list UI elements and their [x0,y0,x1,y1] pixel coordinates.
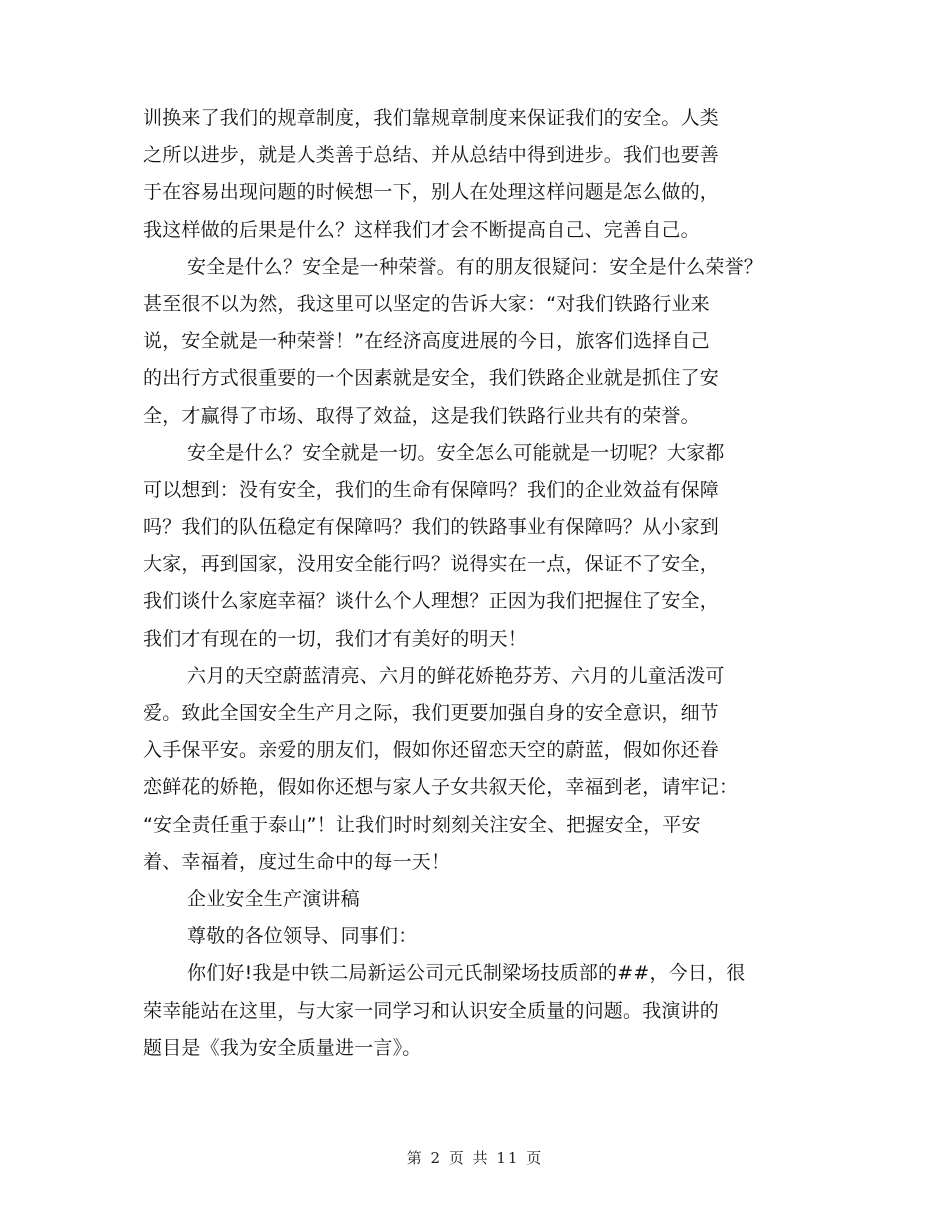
text-line: 你们好!我是中铁二局新运公司元氏制梁场技质部的##，今日，很 [187,962,746,985]
text-line: 吗？我们的队伍稳定有保障吗？我们的铁路事业有保障吗？从小家到 [143,516,720,539]
text-line: 安全是什么？安全就是一切。安全怎么可能就是一切呢？大家都 [187,441,725,464]
text-line: 可以想到：没有安全，我们的生命有保障吗？我们的企业效益有保障 [143,478,720,501]
text-line: 于在容易出现问题的时候想一下，别人在处理这样问题是怎么做的， [143,181,720,204]
text-line: 爱。致此全国安全生产月之际，我们更要加强自身的安全意识，细节 [143,702,720,724]
text-line: 大家，再到国家，没用安全能行吗？说得实在一点，保证不了安全， [143,553,720,576]
text-line: “安全责任重于泰山”！让我们时时刻刻关注安全、把握安全，平安 [143,813,701,836]
text-line: 六月的天空蔚蓝清亮、六月的鲜花娇艳芬芳、六月的儿童活泼可 [187,664,725,687]
text-line: 说，安全就是一种荣誉！”在经济高度进展的今日，旅客们选择自己 [143,330,710,353]
text-line: 着、幸福着，度过生命中的每一天！ [143,850,451,873]
text-line: 甚至很不以为然，我这里可以坚定的告诉大家：“对我们铁路行业来 [143,292,710,315]
text-line: 题目是《我为安全质量进一言》。 [143,1036,422,1059]
text-line: 的出行方式很重要的一个因素就是安全，我们铁路企业就是抓住了安 [143,367,720,390]
text-line: 我们才有现在的一切，我们才有美好的明天！ [143,627,528,650]
text-line: 我们谈什么家庭幸福？谈什么个人理想？正因为我们把握住了安全， [143,590,720,613]
text-line: 企业安全生产演讲稿 [187,887,360,910]
text-line: 之所以进步，就是人类善于总结、并从总结中得到进步。我们也要善 [143,144,720,167]
text-line: 安全是什么？安全是一种荣誉。有的朋友很疑问：安全是什么荣誉？ [187,255,764,278]
text-line: 恋鲜花的娇艳，假如你还想与家人子女共叙天伦，幸福到老，请牢记： [143,776,739,799]
text-line: 尊敬的各位领导、同事们： [187,925,418,948]
page-number-footer: 第 2 页 共 11 页 [406,1149,544,1167]
text-line: 荣幸能站在这里，与大家一同学习和认识安全质量的问题。我演讲的 [143,999,720,1022]
text-line: 训换来了我们的规章制度，我们靠规章制度来保证我们的安全。人类 [143,107,720,129]
document-body [143,100,813,1067]
text-line: 全，才赢得了市场、取得了效益，这是我们铁路行业共有的荣誉。 [143,404,700,427]
text-line: 我这样做的后果是什么？这样我们才会不断提高自己、完善自己。 [143,218,700,241]
text-line: 入手保平安。亲爱的朋友们，假如你还留恋天空的蔚蓝，假如你还眷 [143,739,720,762]
